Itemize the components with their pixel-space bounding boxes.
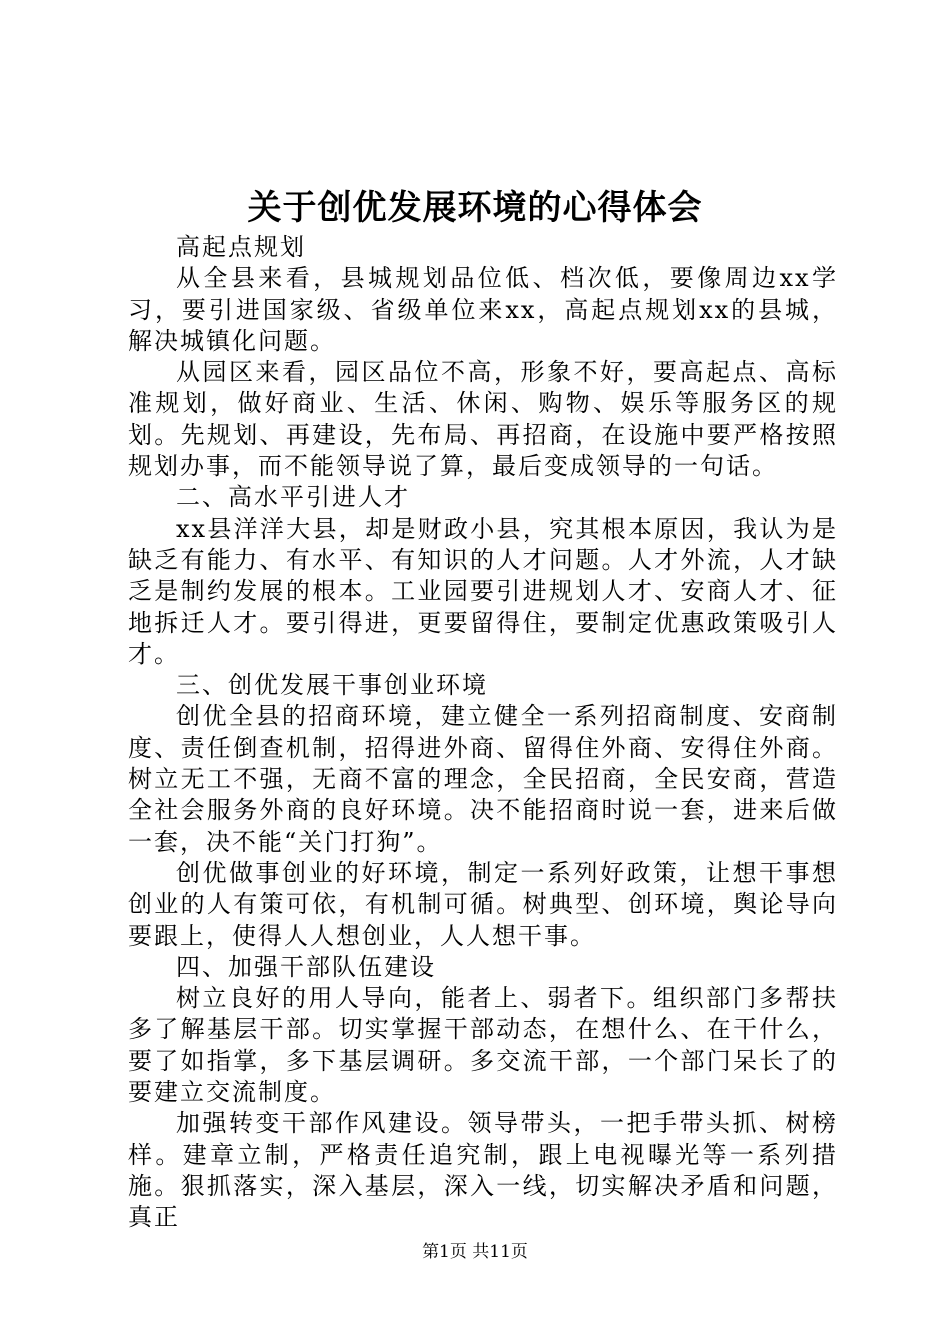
paragraph: xx县洋洋大县，却是财政小县，究其根本原因，我认为是缺乏有能力、有水平、有知识的人才问题。人才外流，人才缺乏是制约发展的根本。工业园要引进规划人才、安商人才、征地拆迁人才。要引得进，更要留得住，要制定优惠政策吸引人才。 — [128, 514, 838, 668]
paragraph: 从全县来看，县城规划品位低、档次低，要像周边xx学习，要引进国家级、省级单位来xx，高起点规划xx的县城，解决城镇化问题。 — [128, 264, 838, 355]
document-title: 关于创优发展环境的心得体会 — [247, 188, 703, 228]
paragraph-heading-2: 二、高水平引进人才 — [176, 483, 410, 512]
paragraph-heading-4: 四、加强干部队伍建设 — [176, 952, 436, 981]
paragraph: 树立良好的用人导向，能者上、弱者下。组织部门多帮扶多了解基层干部。切实掌握干部动态，在想什么、在干什么，要了如指掌，多下基层调研。多交流干部，一个部门呆长了的要建立交流制度。 — [128, 984, 838, 1107]
paragraph-heading-3: 三、创优发展干事创业环境 — [176, 671, 488, 700]
page-number-footer: 第1页 共11页 — [422, 1242, 528, 1262]
paragraph: 创优做事创业的好环境，制定一系列好政策，让想干事想创业的人有策可依，有机制可循。树典型、创环境，舆论导向要跟上，使得人人想创业，人人想干事。 — [128, 858, 838, 950]
paragraph: 从园区来看，园区品位不高，形象不好，要高起点、高标准规划，做好商业、生活、休闲、购物、娱乐等服务区的规划。先规划、再建设，先布局、再招商，在设施中要严格按照规划办事，而不能领导说了算，最后变成领导的一句话。 — [128, 358, 838, 481]
paragraph-heading-1: 高起点规划 — [176, 233, 306, 261]
paragraph: 加强转变干部作风建设。领导带头，一把手带头抓、树榜样。建章立制，严格责任追究制，跟上电视曝光等一系列措施。狠抓落实，深入基层，深入一线，切实解决矛盾和问题，真正 — [128, 1109, 838, 1232]
document-body — [128, 232, 838, 1234]
paragraph: 创优全县的招商环境，建立健全一系列招商制度、安商制度、责任倒查机制，招得进外商、留得住外商、安得住外商。树立无工不强，无商不富的理念，全民招商，全民安商，营造全社会服务外商的良好环境。决不能招商时说一套，进来后做一套，决不能“关门打狗”。 — [128, 702, 838, 856]
